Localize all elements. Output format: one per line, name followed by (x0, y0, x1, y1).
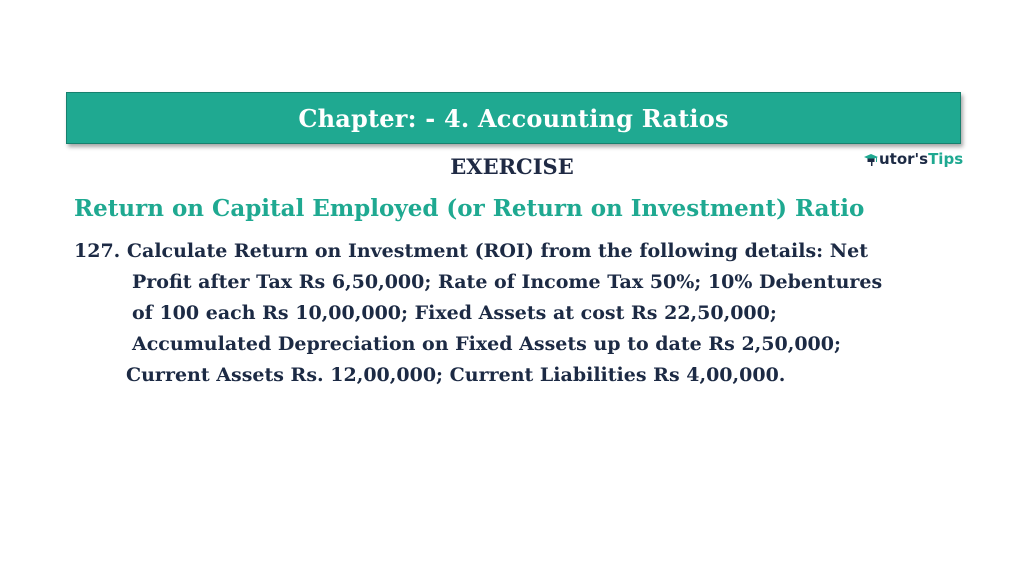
chapter-title: Chapter: - 4. Accounting Ratios (298, 103, 729, 133)
exercise-label: EXERCISE (450, 154, 574, 179)
question-line: Profit after Tax Rs 6,50,000; Rate of Income Tax 50%; 10% Debentures (132, 271, 883, 293)
section-heading: Return on Capital Employed (or Return on Investment) Ratio (74, 195, 865, 222)
chapter-banner (66, 92, 961, 144)
logo-text-tutors: utor's (879, 150, 929, 168)
question-line: Accumulated Depreciation on Fixed Assets up to date Rs 2,50,000; (132, 333, 842, 355)
question-line: of 100 each Rs 10,00,000; Fixed Assets at cost Rs 22,50,000; (132, 302, 777, 324)
svg-text:T: T (869, 159, 875, 166)
question-line: 127. Calculate Return on Investment (ROI) from the following details: Net (74, 240, 869, 262)
tutors-tips-logo (864, 150, 963, 168)
logo-text-tips: Tips (928, 150, 964, 168)
graduation-cap-icon (864, 152, 878, 166)
question-text (74, 236, 954, 391)
question-line: Current Assets Rs. 12,00,000; Current Liabilities Rs 4,00,000. (126, 364, 786, 386)
